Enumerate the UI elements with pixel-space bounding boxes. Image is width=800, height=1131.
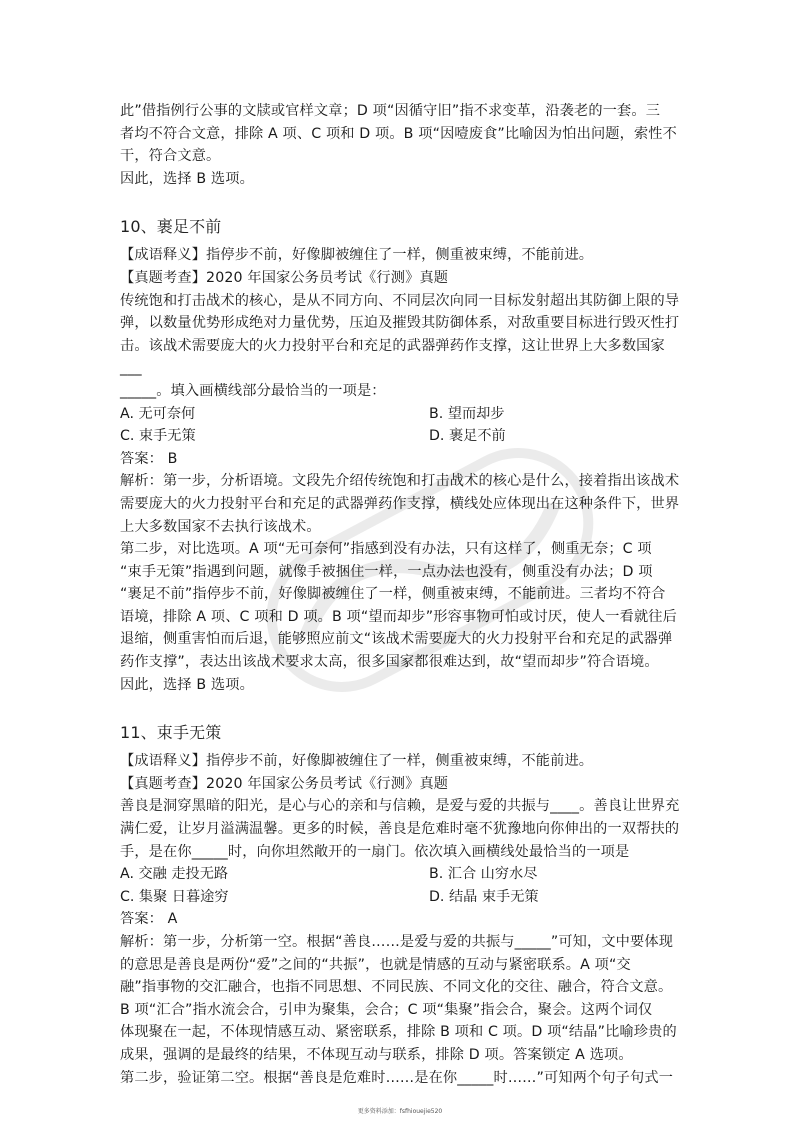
exam-source bbox=[120, 267, 686, 290]
exam-tag: 【真题考查】 bbox=[120, 269, 207, 286]
question-stem: 善良是洞穿黑暗的阳光，是心与心的亲和与信赖，是爱与爱的共振与____。善良让世界充 bbox=[120, 798, 680, 815]
analysis-line: 解析：第一步，分析语境。文段先介绍传统饱和打击战术的核心是什么，接着指出该战术 bbox=[120, 473, 680, 490]
idiom-meaning bbox=[120, 750, 686, 773]
exam-source bbox=[120, 773, 686, 796]
option-d: D. 裹足不前 bbox=[429, 428, 506, 445]
analysis-line: 语境，排除 A 项、C 项和 D 项。B 项“望而却步”形容事物可怕或讨厌，使人一看就往后 bbox=[120, 608, 677, 625]
question-10 bbox=[120, 214, 686, 696]
text-line: 者均不符合文意，排除 A 项、C 项和 D 项。B 项“因噎废食”比喻因为怕出问题，索性不 bbox=[120, 125, 677, 142]
question-stem: 击。该战术需要庞大的火力投射平台和充足的武器弹药作支撑，这让世界上大多数国家___ bbox=[120, 337, 665, 377]
idiom-meaning bbox=[120, 244, 686, 267]
document-page bbox=[120, 100, 686, 1089]
analysis-line: “裹足不前”指停步不前，好像脚被缠住了一样，侧重被束缚，不能前进。三者均不符合 bbox=[120, 586, 666, 603]
analysis-line: 解析：第一步，分析第一空。根据“善良……是爱与爱的共振与_____”可知，文中要体现 bbox=[120, 934, 674, 950]
analysis-line: 因此，选择 B 选项。 bbox=[120, 676, 254, 693]
idiom-heading: 11、束手无策 bbox=[120, 723, 222, 743]
question-stem: _____。填入画横线部分最恰当的一项是： bbox=[120, 382, 386, 399]
meaning-text: 指停步不前，好像脚被缠住了一样，侧重被束缚，不能前进。 bbox=[206, 247, 594, 264]
question-stem: 传统饱和打击战术的核心，是从不同方向、不同层次向同一目标发射超出其防御上限的导 bbox=[120, 292, 680, 309]
exam-text: 2020 年国家公务员考试《行测》真题 bbox=[206, 775, 449, 792]
analysis-line: 的意思是善良是两份“爱”之间的“共振”，也就是情感的互动与紧密联系。A 项“交 bbox=[120, 956, 631, 973]
options bbox=[120, 403, 686, 448]
option-c: C. 集聚 日暮途穷 bbox=[120, 888, 229, 905]
question-stem: 满仁爱，让岁月溢满温馨。更多的时候，善良是危难时毫不犹豫地向你伸出的一双帮扶的 bbox=[120, 821, 680, 838]
analysis-line: 需要庞大的火力投射平台和充足的武器弹药作支撑，横线处应体现出在这种条件下，世界 bbox=[120, 495, 680, 512]
option-d: D. 结晶 束手无策 bbox=[429, 888, 539, 905]
analysis-line: 上大多数国家不去执行该战术。 bbox=[120, 518, 321, 535]
idiom-heading: 10、裹足不前 bbox=[120, 217, 222, 237]
analysis-line: 第二步，对比选项。A 项“无可奈何”指感到没有办法，只有这样了，侧重无奈；C 项 bbox=[120, 541, 652, 558]
text-line: 干，符合文意。 bbox=[120, 148, 221, 165]
option-a: A. 交融 走投无路 bbox=[120, 866, 229, 883]
meaning-text: 指停步不前，好像脚被缠住了一样，侧重被束缚，不能前进。 bbox=[206, 753, 594, 770]
question-11 bbox=[120, 720, 686, 1089]
page-footer: 更多资料添加：fsfhiouejie520 bbox=[357, 1108, 443, 1115]
analysis-line: 体现聚在一起，不体现情感互动、紧密联系，排除 B 项和 C 项。D 项“结晶”比喻珍贵的 bbox=[120, 1024, 677, 1041]
analysis-line: 成果，强调的是最终的结果，不体现互动与联系，排除 D 项。答案锁定 A 选项。 bbox=[120, 1046, 633, 1063]
analysis-line: B 项“汇合”指水流会合，引申为聚集，会合；C 项“集聚”指会合，聚会。这两个词仅 bbox=[120, 1001, 653, 1018]
analysis-line: 药作支撑”，表达出该战术要求太高，很多国家都很难达到，故“望而却步”符合语境。 bbox=[120, 654, 659, 671]
analysis-line: “束手无策”指遇到问题，就像手被捆住一样，一点办法也没有，侧重没有办法；D 项 bbox=[120, 563, 653, 580]
analysis-line: 退缩，侧重害怕而后退，能够照应前文“该战术需要庞大的火力投射平台和充足的武器弹 bbox=[120, 631, 673, 648]
exam-tag: 【真题考查】 bbox=[120, 775, 207, 792]
exam-text: 2020 年国家公务员考试《行测》真题 bbox=[206, 269, 449, 286]
text-line: 此”借指例行公事的文牍或官样文章；D 项“因循守旧”指不求变革，沿袭老的一套。三 bbox=[120, 103, 661, 119]
options bbox=[120, 863, 686, 908]
analysis-line: 第二步，验证第二空。根据“善良是危难时……是在你_____时……”可知两个句子句式一 bbox=[120, 1069, 674, 1086]
question-stem: 手，是在你_____时，向你坦然敞开的一扇门。依次填入画横线处最恰当的一项是 bbox=[120, 843, 630, 860]
question-stem: 弹，以数量优势形成绝对力量优势，压迫及摧毁其防御体系，对敌重要目标进行毁灭性打 bbox=[120, 315, 680, 332]
meaning-tag: 【成语释义】 bbox=[120, 247, 207, 264]
text-line: 因此，选择 B 选项。 bbox=[120, 170, 254, 187]
meaning-tag: 【成语释义】 bbox=[120, 753, 207, 770]
answer: 答案： B bbox=[120, 450, 178, 467]
option-b: B. 汇合 山穷水尽 bbox=[429, 866, 538, 883]
option-b: B. 望而却步 bbox=[429, 405, 505, 422]
answer: 答案： A bbox=[120, 911, 178, 928]
analysis-line: 融”指事物的交汇融合，也指不同思想、不同民族、不同文化的交往、融合，符合文意。 bbox=[120, 979, 673, 996]
option-c: C. 束手无策 bbox=[120, 428, 196, 445]
option-a: A. 无可奈何 bbox=[120, 405, 196, 422]
